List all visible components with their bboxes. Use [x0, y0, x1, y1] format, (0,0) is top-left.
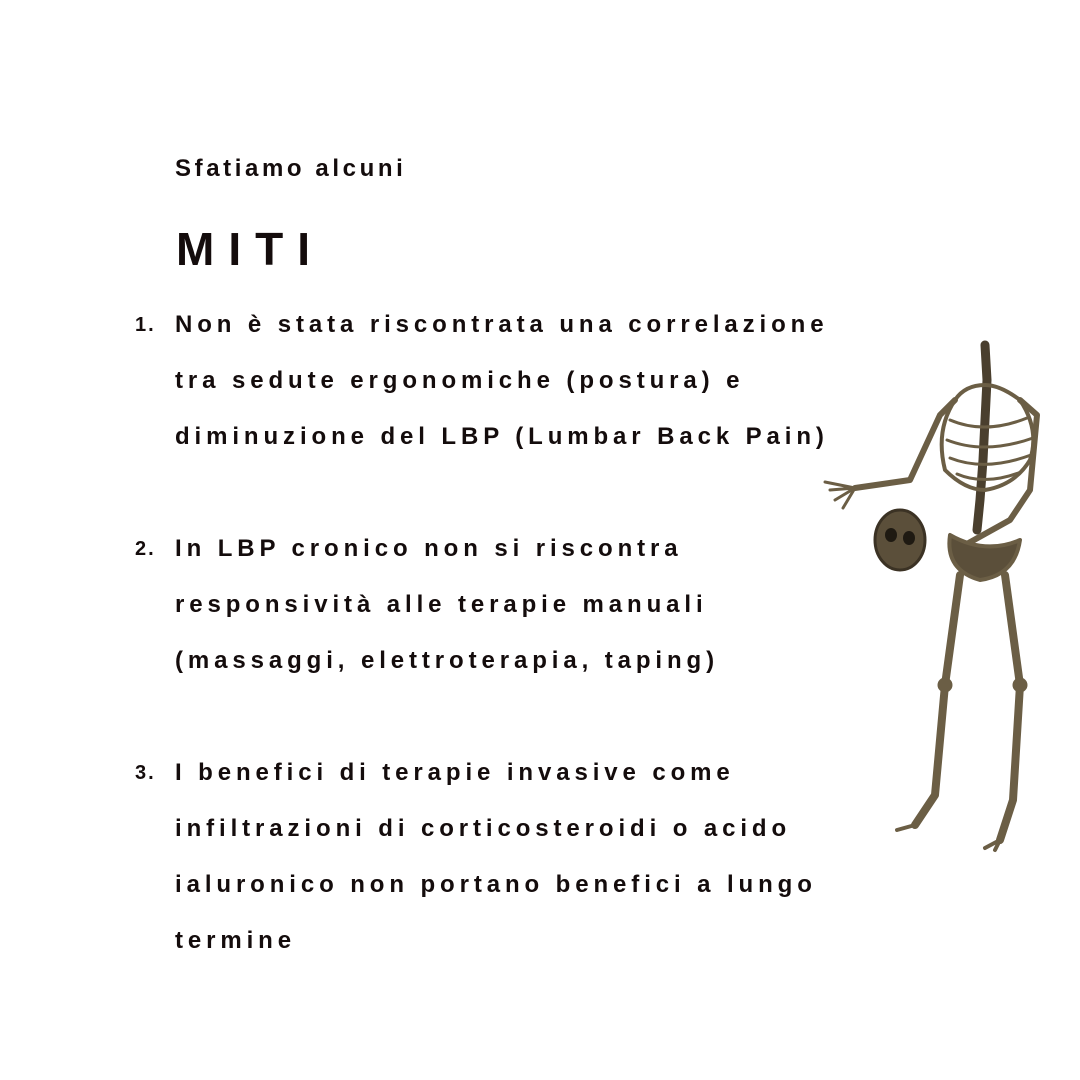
- page-title: MITI: [176, 223, 324, 275]
- subtitle: Sfatiamo alcuni: [175, 155, 407, 182]
- list-text-line: I benefici di terapie invasive come: [175, 759, 735, 786]
- list-text-line: (massaggi, elettroterapia, taping): [175, 647, 720, 674]
- list-number: 1.: [135, 314, 156, 336]
- list-text-line: diminuzione del LBP (Lumbar Back Pain): [175, 423, 829, 450]
- list-text-line: Non è stata riscontrata una correlazione: [175, 311, 829, 338]
- list-number: 3.: [135, 762, 156, 784]
- list-text-line: ialuronico non portano benefici a lungo: [175, 871, 817, 898]
- list-text-line: tra sedute ergonomiche (postura) e: [175, 367, 745, 394]
- list-text-line: infiltrazioni di corticosteroidi o acido: [175, 815, 792, 842]
- list-text-line: In LBP cronico non si riscontra: [175, 535, 683, 562]
- list-text-line: responsività alle terapie manuali: [175, 591, 708, 618]
- skeleton-illustration: [815, 340, 1055, 860]
- list-text-line: termine: [175, 927, 296, 954]
- list-number: 2.: [135, 538, 156, 560]
